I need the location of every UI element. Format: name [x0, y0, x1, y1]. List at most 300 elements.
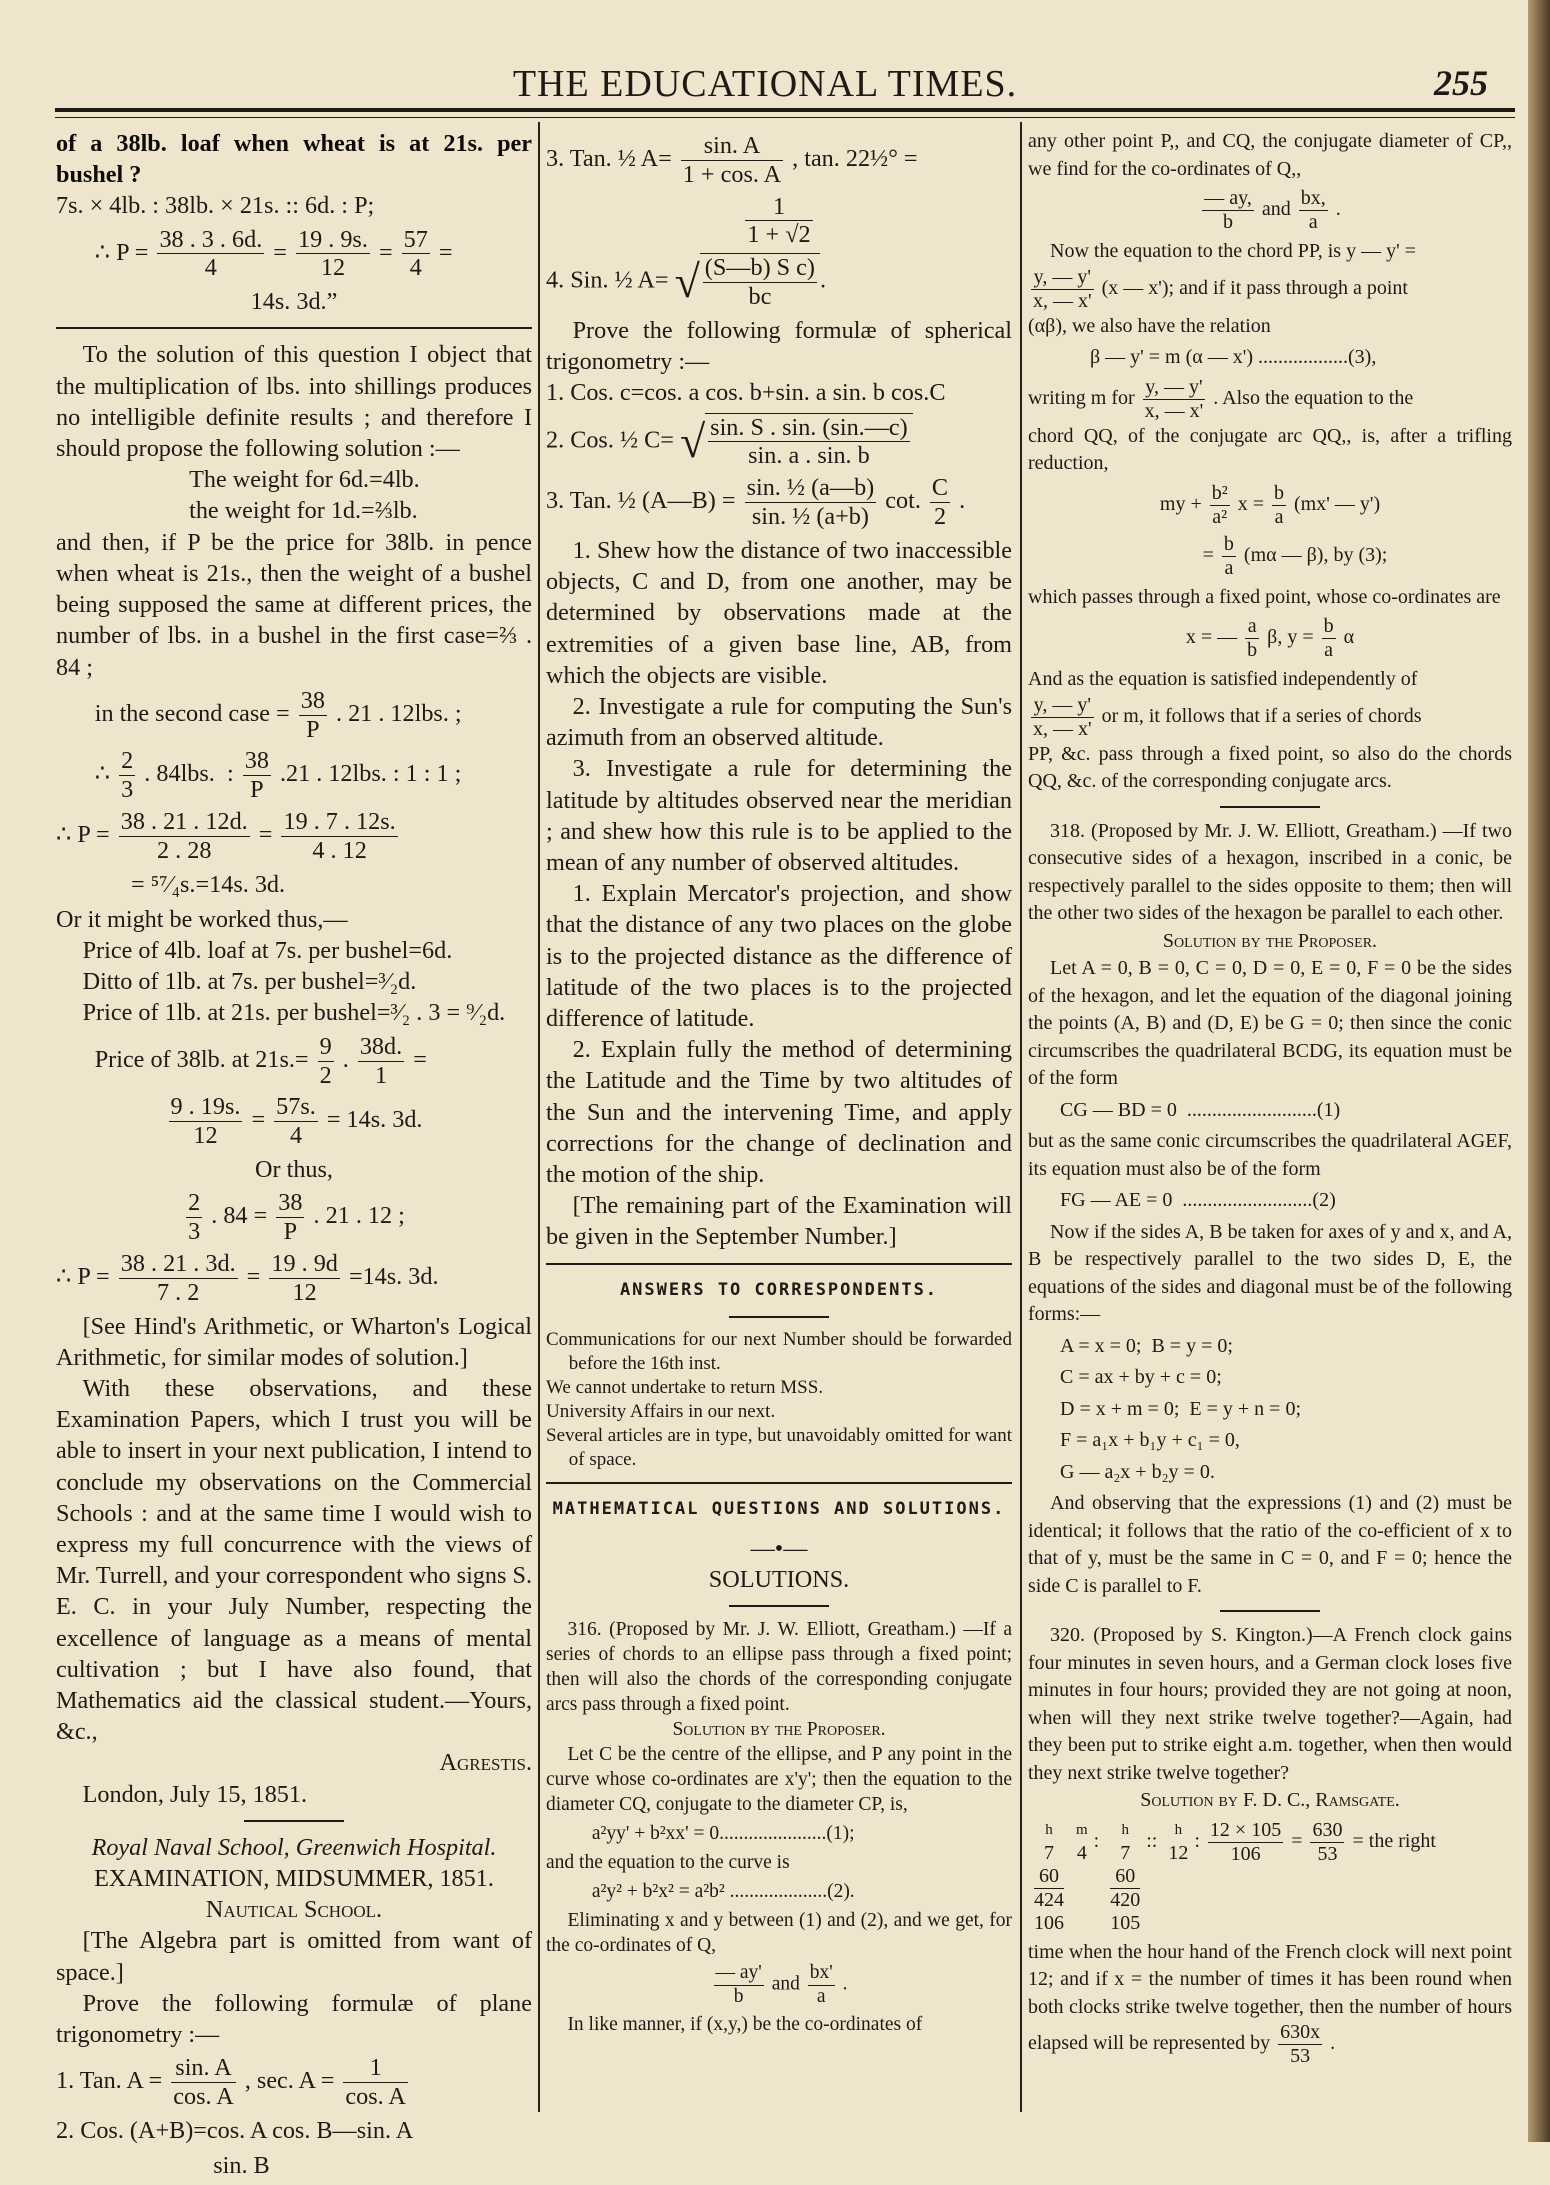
ornament [546, 1533, 1012, 1564]
equation [1028, 1427, 1512, 1455]
fraction [703, 254, 817, 311]
text-run: Communications for our next Number should be forwarded before the 16th inst. [546, 1328, 1012, 1374]
numerator: 38d. [359, 1032, 403, 1060]
equation [1028, 533, 1512, 580]
paragraph [546, 1400, 1012, 1424]
denominator: 2 [319, 1061, 332, 1089]
text-run: And as the equation is satisfied independently of [1028, 668, 1418, 690]
numerator: sin. A [681, 132, 783, 161]
text-run: 1. Cos. c=cos. a cos. b+sin. a sin. b cos.C [546, 379, 946, 407]
stack-entry: 106 [1034, 1911, 1064, 1934]
paragraph [546, 1908, 1012, 1958]
text-run: a²yy' + b²xx' = 0......................(1); [577, 1823, 855, 1845]
numerator: y, — y' [1031, 694, 1094, 718]
paragraph [56, 495, 532, 526]
text-run: . [842, 1973, 848, 1995]
text-run: Ditto of 1lb. at 7s. per bushel=³⁄₂d. [82, 968, 417, 996]
centered-line [546, 1564, 1012, 1595]
paragraph [56, 1311, 532, 1373]
text-run: 4. Sin. ½ A= [546, 266, 669, 294]
equation [546, 193, 1012, 250]
denominator: 1 + √2 [747, 221, 811, 249]
equation [56, 2150, 532, 2181]
paragraph [56, 966, 532, 997]
paragraph [1028, 694, 1512, 741]
text-run: Price of 38lb. at 21s.= [94, 1045, 309, 1073]
fraction [299, 687, 327, 744]
text-run: x = — [1185, 626, 1238, 649]
numerator: 38 [244, 747, 269, 775]
text-run: London, July 15, 1851. [82, 1780, 308, 1808]
text-run: β, y = [1267, 626, 1314, 649]
text-run: = [378, 238, 393, 266]
text-run: G — a₂x + b₂y = 0. [1060, 1460, 1215, 1483]
text-run: ANSWERS TO CORRESPONDENTS. [619, 1279, 939, 1300]
numerator: y, — y' [1031, 266, 1094, 290]
equation [546, 474, 1012, 531]
numerator: 57 [403, 225, 428, 253]
text-run: The weight for 6d.=4lb. [189, 466, 420, 494]
text-run: or m, it follows that if a series of chords [1101, 704, 1422, 727]
masthead-title: THE EDUCATIONAL TIMES. [512, 63, 1018, 105]
fraction [171, 2054, 235, 2111]
numerator: 1 [745, 193, 812, 222]
text-run: Solution by the Proposer. [1162, 929, 1378, 952]
text-run: Several articles are in type, but unavoidably omitted for want of space. [546, 1424, 1012, 1470]
paragraph [56, 527, 532, 683]
text-run: = [1152, 543, 1214, 566]
paragraph [1028, 313, 1512, 341]
text-run: 14s. 3d.” [250, 288, 338, 316]
fraction [1031, 266, 1094, 313]
numerator: 38 [300, 686, 325, 714]
fraction [1208, 1819, 1283, 1866]
equation [546, 1879, 1012, 1904]
stacked-column [1076, 1819, 1088, 1865]
centered-line [56, 1154, 532, 1185]
denominator: 4 . 12 [312, 836, 367, 864]
denominator: x, — x' [1033, 289, 1092, 312]
divider-rule [56, 327, 532, 329]
text-run: 1. Shew how the distance of two inaccessible objects, C and D, from one another, may be determined by observations made at the extremities of a given base line, AB, from which the objects are visible. [546, 536, 1012, 689]
centered-line [56, 286, 532, 317]
text-run: . [819, 266, 827, 294]
text-run: A = x = 0; B = y = 0; [1060, 1334, 1233, 1357]
equation [56, 226, 532, 283]
paragraph [546, 1190, 1012, 1252]
paragraph [56, 464, 532, 495]
text-run: Or it might be worked thus,— [56, 905, 348, 933]
denominator: 53 [1290, 2045, 1311, 2067]
stack-entry: 420 [1110, 1888, 1141, 1911]
text-run: x = [1237, 492, 1265, 515]
column-right [1028, 128, 1512, 2068]
denominator: 2 . 28 [157, 836, 212, 864]
denominator: 53 [1317, 1842, 1338, 1865]
numerator: sin. S . sin. (sin.—c) [710, 413, 908, 441]
denominator: a [816, 1985, 826, 2007]
text-run: PP, &c. pass through a fixed point, so also do the chords QQ, &c. of the corresponding conjugate arcs. [1028, 742, 1512, 792]
fraction [119, 747, 135, 804]
fraction [1210, 482, 1230, 529]
numerator: 630 [1312, 1818, 1343, 1841]
paragraph [1028, 238, 1512, 266]
text-run: [The remaining part of the Examination will be given in the September Number.] [546, 1192, 1012, 1251]
divider-rule [546, 1263, 1012, 1265]
paragraph [56, 1373, 532, 1747]
denominator: 2 [933, 503, 947, 531]
denominator: P [283, 1218, 298, 1246]
paragraph [546, 1742, 1012, 1817]
fraction [243, 747, 271, 804]
paragraph [1028, 666, 1512, 694]
fraction [119, 808, 250, 865]
text-run: (αβ), we also have the relation [1028, 314, 1271, 337]
numerator: 19 . 9d [271, 1249, 338, 1277]
text-run: = [258, 820, 273, 848]
equation [546, 132, 1012, 189]
fraction [402, 226, 430, 283]
fraction [745, 193, 812, 250]
text-run: Nautical School. [205, 1896, 383, 1924]
text-run: Royal Naval School, Greenwich Hospital. [91, 1833, 497, 1861]
short-rule [1220, 1610, 1320, 1612]
text-run: 316. (Proposed by Mr. J. W. Elliott, Greatham.) —If a series of chords to an ellipse pass through a fixed point; then will also the chords of the corresponding conjugate arcs pass through a fixed point. [546, 1619, 1012, 1716]
denominator: a [1324, 639, 1334, 661]
fraction [343, 2054, 407, 2111]
paragraph [1028, 1622, 1512, 1787]
denominator: 4 [409, 254, 422, 282]
equation [56, 869, 532, 900]
text-run: = [1291, 1829, 1303, 1852]
fraction [169, 1093, 243, 1150]
stack-entry: h [1121, 1821, 1129, 1838]
divider-rule [546, 1482, 1012, 1484]
fraction [1031, 694, 1094, 741]
equation [1028, 1333, 1512, 1361]
text-run: 2. Cos. ½ C= [546, 425, 674, 453]
text-run: ∴ [94, 760, 111, 788]
paragraph [1028, 955, 1512, 1093]
paragraph [56, 190, 532, 221]
text-run: = [438, 238, 453, 266]
radicand [705, 413, 913, 471]
text-run: 3. Tan. ½ (A—B) = [546, 487, 736, 515]
text-run: time when the hour hand of the French clock will next point 12; and if x = the number of times it has been round when both clocks strike twelve together, then the number of hours elapsed will be represented by [1028, 1940, 1512, 2055]
numerator: 57s. [276, 1093, 316, 1121]
fraction [296, 226, 370, 283]
fraction [269, 1250, 340, 1307]
equation [1028, 1396, 1512, 1424]
paragraph [56, 1988, 532, 2050]
numerator: y, — y' [1143, 376, 1206, 400]
radical-sign-icon: √ [674, 256, 700, 308]
text-run: Price of 1lb. at 21s. per bushel=³⁄₂ . 3 = ⁹⁄₂d. [82, 999, 506, 1027]
numerator: b² [1211, 481, 1228, 504]
numerator: 19 . 9s. [298, 225, 368, 253]
centered-line [56, 1832, 532, 1863]
paragraph [546, 1850, 1012, 1875]
paragraph [1028, 741, 1512, 796]
text-run: F = a₁x + b₁y + c₁ = 0, [1060, 1429, 1240, 1451]
text-run: , sec. A = [244, 2067, 335, 2095]
equation [1028, 344, 1512, 372]
paragraph [1028, 584, 1512, 612]
paragraph [546, 1034, 1012, 1190]
text-run: (x — x'); and if it pass through a point [1101, 276, 1408, 299]
short-rule [729, 1316, 829, 1318]
short-rule [729, 1605, 829, 1607]
equation [56, 808, 532, 865]
fraction [745, 474, 877, 531]
text-run: , tan. 22½° = [792, 144, 918, 172]
denominator: 1 [374, 1061, 388, 1089]
text-run: = [251, 1106, 266, 1134]
numerator: a [1245, 615, 1259, 639]
text-run: α [1343, 626, 1355, 649]
equation [56, 2054, 532, 2111]
equation [56, 1189, 532, 1246]
numerator: 12 × 105 [1209, 1818, 1282, 1841]
equation [1028, 1364, 1512, 1392]
paragraph [56, 339, 532, 464]
text-run: FG — AE = 0 ..........................(2) [1060, 1189, 1336, 1211]
numerator: 2 [121, 747, 134, 775]
text-run: and then, if P be the price for 38lb. in pence when wheat is 21s., then the weight of a bushel being supposed the same at different prices, the number of lbs. in a bushel in the first case=⅔ . 84 ; [56, 528, 532, 681]
paragraph [1028, 376, 1512, 423]
paragraph [546, 753, 1012, 878]
fraction [681, 132, 783, 189]
denominator: bc [748, 283, 772, 311]
numerator: b [1323, 615, 1334, 637]
text-run: . [959, 487, 966, 515]
fraction [119, 1250, 238, 1307]
text-run: = [273, 238, 287, 266]
stack-entry: 12 [1168, 1841, 1189, 1864]
denominator: 4 [289, 1122, 303, 1150]
text-run: cot. [885, 487, 921, 515]
section-heading [546, 1275, 1012, 1306]
paragraph [1028, 266, 1512, 313]
paragraph [546, 1376, 1012, 1400]
text-run: . Also the equation to the [1213, 386, 1414, 409]
denominator: 12 [292, 1278, 317, 1306]
denominator: a² [1212, 505, 1228, 528]
text-run: SOLUTIONS. [708, 1566, 850, 1594]
text-run: 2. Investigate a rule for computing the Sun's azimuth from an observed altitude. [546, 692, 1012, 752]
short-rule [1220, 806, 1320, 808]
text-run: . 84 = [211, 1202, 268, 1230]
text-run: : [1194, 1829, 1200, 1852]
text-run: my + [1159, 492, 1202, 515]
paragraph [546, 377, 1012, 408]
denominator: a [1224, 556, 1234, 579]
numerator: 2 [188, 1189, 201, 1217]
fraction [1245, 615, 1259, 662]
text-run: 1. Explain Mercator's projection, and show that the distance of any two places on the globe is to the projected distance as the difference of latitude of the two places is to the projected difference of latitude. [546, 880, 1012, 1032]
equation [546, 253, 1012, 311]
text-run: : [1093, 1829, 1100, 1852]
denominator: P [306, 715, 320, 743]
denominator: b [1223, 211, 1234, 233]
text-run: Let C be the centre of the ellipse, and P any point in the curve whose co-ordinates are x'y'; then the equation to the diameter CQ, conjugate to the diameter CP, is, [546, 1744, 1012, 1816]
text-run: 320. (Proposed by S. Kington.)—A French clock gains four minutes in seven hours, and a German clock loses five minutes in four hours; provided they are not going at noon, when will they next strike twelve together?—Again, had they been put to strike eight a.m. together, when then would they next strike twelve together? [1028, 1624, 1512, 1784]
fraction [708, 414, 910, 471]
page-edge [1528, 0, 1550, 2142]
denominator: cos. A [345, 2083, 406, 2111]
text-run: but as the same conic circumscribes the quadrilateral AGEF, its equation must also be of the form [1028, 1130, 1512, 1180]
fraction [714, 1962, 764, 2008]
stack-entry: 60 [1034, 1865, 1064, 1889]
text-run: . 84lbs. : [144, 760, 234, 788]
paragraph [546, 315, 1012, 377]
equation [56, 747, 532, 804]
numerator: 38 . 21 . 12d. [120, 808, 248, 836]
text-run: a²y² + b²x² = a²b² ....................(2). [577, 1881, 855, 1903]
equation [1028, 187, 1512, 234]
fraction [1278, 2021, 1322, 2068]
radical-sign-icon: √ [679, 415, 706, 467]
text-run: = ⁵⁷⁄₄s.=14s. 3d. [94, 870, 286, 898]
text-run: Eliminating x and y between (1) and (2), and we get, for the co-ordinates of Q, [546, 1910, 1012, 1957]
denominator: 7 . 2 [157, 1278, 200, 1306]
fraction [1222, 533, 1236, 580]
numerator: bx' [808, 1962, 835, 1985]
text-run: With these observations, and these Examination Papers, which I trust you will be able to insert in your next publication, I intend to conclude my observations on the Commercial Schools : and at the same time I would wish to express my full concurrence with the views of Mr. Turrell, and your correspondent who signs S. E. C. in your July Number, respecting the excellence of language as a means of mental cultivation ; but I have also found, that Mathematics aid the classical student.—Yours, &c., [56, 1374, 532, 1746]
text-run: —•— [750, 1534, 808, 1562]
stack-entry: 4 [1076, 1841, 1087, 1864]
fraction [808, 1962, 835, 2008]
stack-entry: 7 [1044, 1841, 1054, 1864]
equation [56, 2115, 532, 2146]
denominator: 4 [204, 254, 217, 282]
stacked-column [1034, 1819, 1064, 1935]
text-run: Now the equation to the chord PP, is y — y' = [1050, 240, 1416, 262]
text-run: . [1330, 2032, 1336, 2055]
fraction [1272, 482, 1286, 529]
text-run: and the equation to the curve is [546, 1852, 790, 1874]
paragraph [1028, 423, 1512, 478]
numerator: bx, [1300, 187, 1326, 209]
equation [546, 413, 1012, 471]
numerator: (S—b) S c) [704, 254, 815, 282]
text-run: Solution by F. D. C., Ramsgate. [1140, 1789, 1400, 1811]
stack-entry: h [1045, 1821, 1053, 1838]
text-run: Now if the sides A, B be taken for axes of y and x, and A, B be respectively parallel to the two sides D, E, the equations of the sides and diagonal must be of the following forms:— [1028, 1220, 1512, 1325]
paragraph [1028, 128, 1512, 183]
text-run: = [246, 1262, 261, 1290]
text-run: (mα — β), by (3); [1243, 543, 1388, 566]
paragraph [1028, 1939, 1512, 2069]
centered-line [56, 1863, 532, 1894]
equation [546, 1962, 1012, 2008]
denominator: x, — x' [1033, 717, 1092, 740]
numerator: b [1223, 532, 1234, 555]
stack-entry: 7 [1120, 1841, 1131, 1864]
text-run: We cannot undertake to return MSS. [546, 1376, 824, 1398]
equation [56, 1250, 532, 1307]
column-left [56, 128, 532, 2185]
equation [1028, 1459, 1512, 1487]
text-run: β — y' = m (α — x') ..................(3), [1060, 346, 1377, 368]
fraction [1310, 1819, 1344, 1866]
paragraph [546, 878, 1012, 1034]
text-run: ∴ P = [56, 820, 110, 848]
text-run: = [413, 1045, 427, 1073]
fraction [1202, 187, 1254, 234]
fraction [276, 1189, 304, 1246]
fraction [274, 1093, 318, 1150]
text-run: . 21 . 12 ; [313, 1202, 405, 1230]
text-run: University Affairs in our next. [546, 1400, 776, 1422]
equation [1028, 615, 1512, 662]
text-run: 2. Explain fully the method of determining the Latitude and the Time by two altitudes of the Sun and the intervening Time, and apply corrections for the change of declination and the motion of the ship. [546, 1036, 1012, 1188]
centered-line [546, 1717, 1012, 1742]
numerator: 38 . 21 . 3d. [120, 1249, 236, 1277]
text-run: Or thus, [255, 1156, 333, 1183]
equation [546, 1821, 1012, 1846]
text-run: And observing that the expressions (1) and (2) must be identical; it follows that the ratio of the co-efficient of x to that of y, must be the same in C = 0, and F = 0; hence the side C is parallel to F. [1028, 1492, 1512, 1597]
fraction [186, 1189, 202, 1246]
equation [1028, 1819, 1512, 1935]
short-rule [244, 1820, 344, 1822]
denominator: 1 + cos. A [682, 160, 782, 188]
text-run: Prove the following formulæ of spherical trigonometry :— [546, 316, 1012, 376]
centered-line [1028, 928, 1512, 956]
paragraph [546, 1424, 1012, 1472]
paragraph [56, 904, 532, 935]
equation [56, 1093, 532, 1150]
equation [56, 1033, 532, 1090]
text-run: ∴ P = [94, 238, 149, 266]
text-run: MATHEMATICAL QUESTIONS AND SOLUTIONS. [552, 1498, 1006, 1519]
text-run: CG — BD = 0 ..........................(1) [1060, 1098, 1341, 1121]
stack-entry: m [1076, 1821, 1088, 1838]
paragraph [56, 997, 532, 1028]
numerator: 38 [278, 1189, 303, 1217]
text-run: = the right [1352, 1829, 1436, 1852]
text-run: and [1261, 198, 1291, 221]
section-heading [546, 1494, 1012, 1525]
numerator: 630x [1280, 2021, 1321, 2043]
text-run: Let A = 0, B = 0, C = 0, D = 0, E = 0, F = 0 be the sides of the hexagon, and let the equation of the diagonal joining the points (A, B) and (D, E) be G = 0; then since the conic circumscribes the quadrilateral BCDG, its equation must be of the form [1028, 957, 1512, 1089]
paragraph [1028, 1219, 1512, 1329]
text-run: . [342, 1045, 349, 1073]
denominator: x, — x' [1144, 399, 1204, 422]
text-run: chord QQ, of the conjugate arc QQ,, is, after a trifling reduction, [1028, 424, 1512, 474]
equation [56, 687, 532, 744]
text-run: Prove the following formulæ of plane trigonometry :— [56, 1989, 532, 2048]
text-run: writing m for [1028, 386, 1135, 409]
text-run: = 14s. 3d. [326, 1106, 423, 1134]
text-run: 7s. × 4lb. : 38lb. × 21s. :: 6d. : P; [56, 192, 375, 220]
numerator: 9 [319, 1032, 332, 1060]
text-run: 318. (Proposed by Mr. J. W. Elliott, Greatham.) —If two consecutive sides of a hexagon, inscribed in a conic, be respectively parallel to the sides opposite to them; then will the other two sides of the hexagon be parallel to each other. [1028, 819, 1512, 924]
paragraph [546, 691, 1012, 753]
paragraph [56, 1779, 532, 1810]
paragraph [1028, 818, 1512, 928]
stack-entry: 105 [1110, 1911, 1141, 1934]
denominator: 106 [1230, 1842, 1261, 1865]
text-run: in the second case = [94, 699, 290, 727]
denominator: P [250, 776, 264, 804]
paragraph [546, 2012, 1012, 2037]
denominator: sin. ½ (a+b) [751, 503, 869, 531]
paragraph [546, 1328, 1012, 1376]
text-run: (mx' — y') [1294, 492, 1381, 515]
paragraph [546, 1617, 1012, 1717]
numerator: sin. ½ (a—b) [746, 474, 875, 502]
